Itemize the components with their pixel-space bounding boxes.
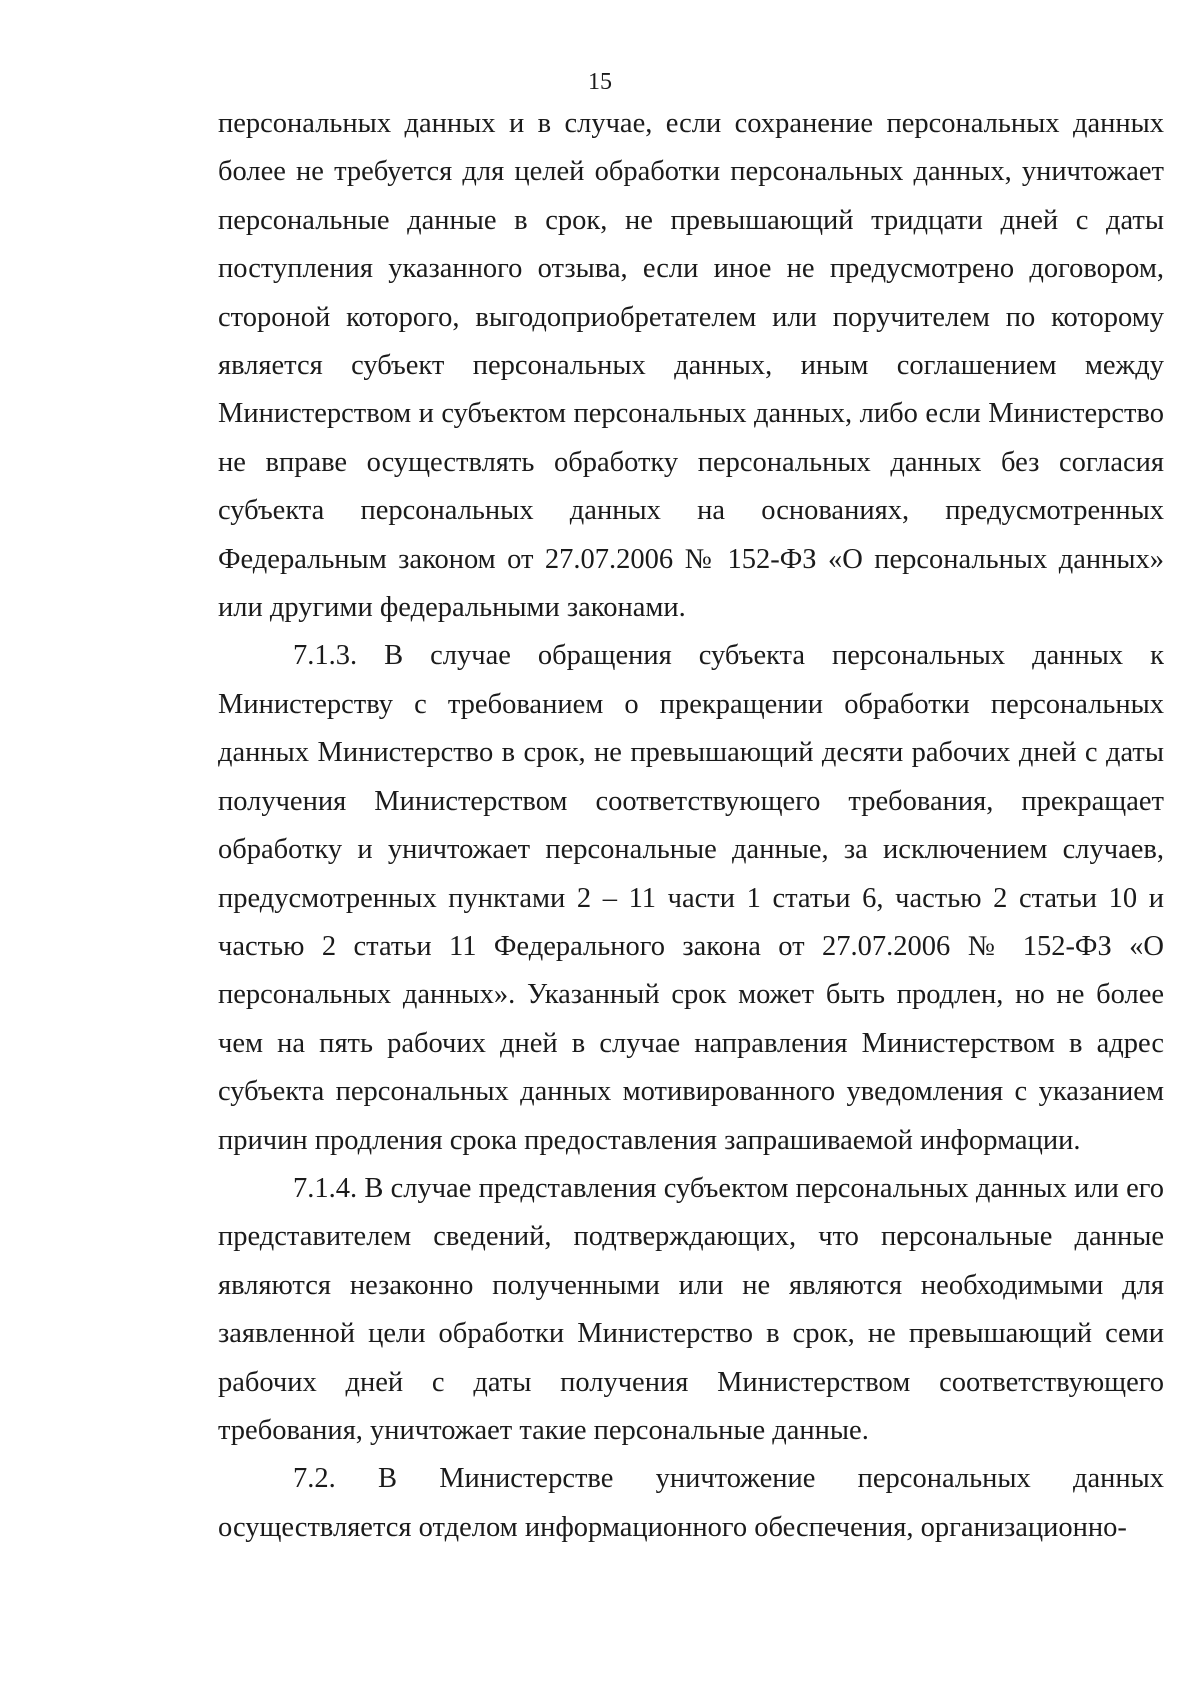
paragraph-7-2: 7.2. В Министерстве уничтожение персональных данных осуществляется отделом информационного обеспечения, организационно-: [218, 1463, 1164, 1543]
document-body: [218, 100, 1164, 1552]
paragraph-continuation: персональных данных и в случае, если сохранение персональных данных более не требуется для целей обработки персональных данных, уничтожает персональные данные в срок, не превышающий тридцати дней с даты поступления указанного отзыва, если иное не предусмотрено договором, стороной которого, выгодоприобретателем или поручителем по которому является субъект персональных данных, иным соглашением между Министерством и субъектом персональных данных, либо если Министерство не вправе осуществлять обработку персональных данных без согласия субъекта персональных данных на основаниях, предусмотренных Федеральным законом от 27.07.2006 № 152-ФЗ «О персональных данных» или другими федеральными законами.: [218, 108, 1164, 624]
page-number: 15: [588, 69, 612, 95]
paragraph-7-1-3: 7.1.3. В случае обращения субъекта персональных данных к Министерству с требованием о прекращении обработки персональных данных Министерство в срок, не превышающий десяти рабочих дней с даты получения Министерством соответствующего требования, прекращает обработку и уничтожает персональные данные, за исключением случаев, предусмотренных пунктами 2 – 11 части 1 статьи 6, частью 2 статьи 10 и частью 2 статьи 11 Федерального закона от 27.07.2006 № 152-ФЗ «О персональных данных». Указанный срок может быть продлен, но не более чем на пять рабочих дней в случае направления Министерством в адрес субъекта персональных данных мотивированного уведомления с указанием причин продления срока предоставления запрашиваемой информации.: [218, 640, 1164, 1156]
paragraph-7-1-4: 7.1.4. В случае представления субъектом персональных данных или его представителем сведений, подтверждающих, что персональные данные являются незаконно полученными или не являются необходимыми для заявленной цели обработки Министерство в срок, не превышающий семи рабочих дней с даты получения Министерством соответствующего требования, уничтожает такие персональные данные.: [218, 1172, 1164, 1446]
